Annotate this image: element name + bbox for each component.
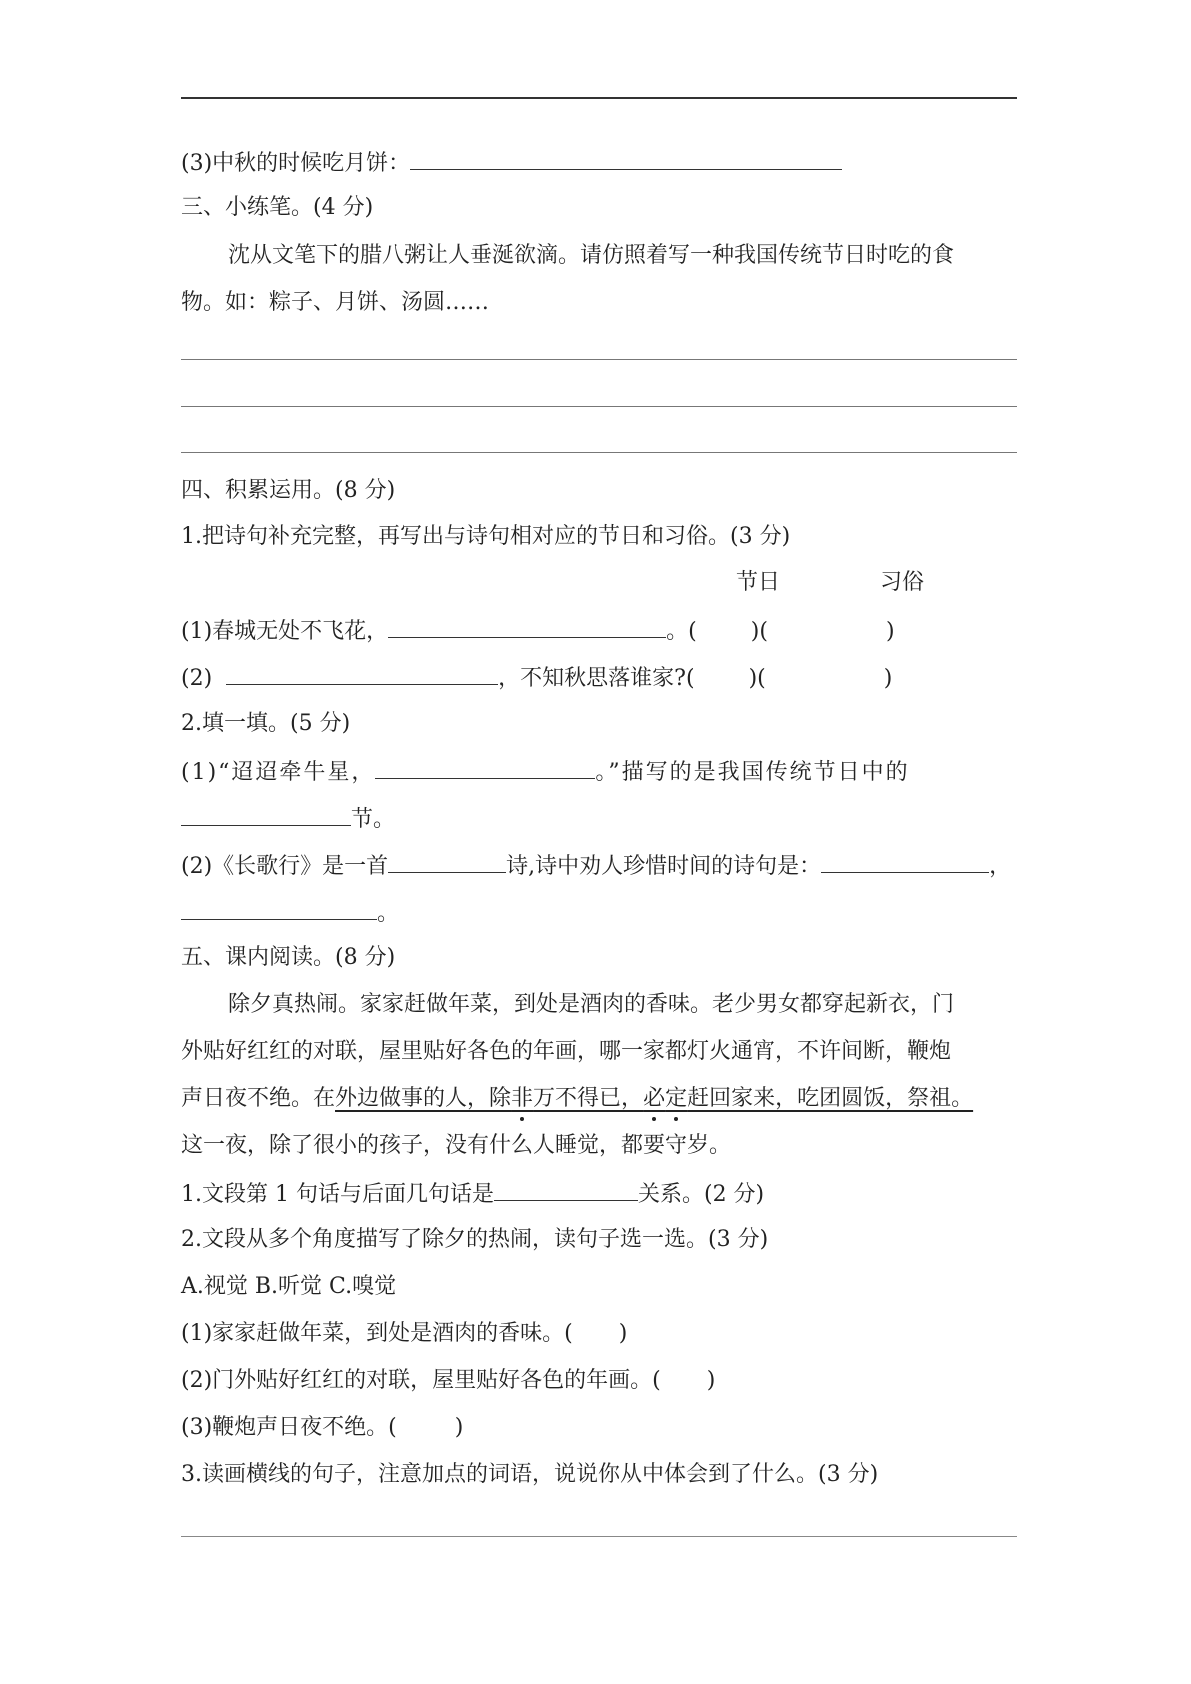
answer-blank[interactable] bbox=[226, 662, 498, 685]
passage-line bbox=[181, 1084, 973, 1114]
question-text: (1)春城无处不飞花， bbox=[181, 619, 389, 644]
paren-mid: )( bbox=[748, 666, 766, 691]
writing-line-2[interactable] bbox=[181, 406, 1017, 407]
paren-close: ) bbox=[706, 1368, 716, 1393]
bottom-rule bbox=[181, 1536, 1017, 1537]
question-text: 诗,诗中劝人珍惜时间的诗句是： bbox=[506, 854, 822, 879]
question-text: 节。 bbox=[351, 807, 396, 832]
question-text: (2)门外贴好红红的对联，屋里贴好各色的年画。( bbox=[181, 1368, 661, 1393]
question-text: ，不知秋思落谁家?( bbox=[498, 666, 695, 691]
paren-open: 。( bbox=[666, 619, 697, 644]
options-text: A.视觉 B.听觉 C.嗅觉 bbox=[181, 1274, 397, 1299]
passage-text: 除夕真热闹。家家赶做年菜，到处是酒肉的香味。老少男女都穿起新衣，门 bbox=[228, 992, 955, 1017]
section-4-title: 四、积累运用。(8 分) bbox=[181, 478, 396, 503]
question-text: (3)中秋的时候吃月饼： bbox=[181, 151, 411, 176]
question-text: 1.文段第 1 句话与后面几句话是 bbox=[181, 1182, 494, 1207]
question-text: (2)《长歌行》是一首 bbox=[181, 854, 389, 879]
underlined-sentence bbox=[335, 1086, 973, 1111]
question-line bbox=[181, 1460, 878, 1490]
question-text: (3)鞭炮声日夜不绝。( bbox=[181, 1415, 397, 1440]
question-text: (1)“迢迢牵牛星， bbox=[181, 760, 376, 785]
underlined-text: 赶回家来，吃团圆饭，祭祖。 bbox=[687, 1086, 974, 1111]
question-line bbox=[181, 522, 790, 552]
answer-blank[interactable] bbox=[181, 897, 377, 920]
question-line bbox=[181, 662, 892, 694]
prompt-text: 物。如：粽子、月饼、汤圆…… bbox=[181, 290, 490, 315]
answer-blank[interactable] bbox=[410, 147, 842, 170]
dotted-char: 非 bbox=[511, 1086, 534, 1111]
section-5-title: 五、课内阅读。(8 分) bbox=[181, 945, 396, 970]
section-title bbox=[181, 943, 395, 973]
passage-text: 声日夜不绝。在 bbox=[181, 1086, 336, 1111]
underlined-text: 外边做事的人，除 bbox=[335, 1086, 512, 1111]
question-line bbox=[181, 1366, 715, 1396]
question-text: 。”描写的是我国传统节日中的 bbox=[595, 760, 910, 785]
column-header-festival: 节日 bbox=[736, 570, 781, 595]
question-text: (2) bbox=[181, 666, 213, 691]
passage-text: 外贴好红红的对联，屋里贴好各色的年画，哪一家都灯火通宵，不许间断，鞭炮 bbox=[181, 1039, 952, 1064]
question-text: (1)家家赶做年菜，到处是酒肉的香味。( bbox=[181, 1321, 573, 1346]
passage-text: 这一夜，除了很小的孩子，没有什么人睡觉，都要守岁。 bbox=[181, 1133, 732, 1158]
question-line bbox=[181, 1178, 764, 1210]
period: 。 bbox=[377, 901, 400, 926]
question-text: 2.填一填。(5 分) bbox=[181, 711, 351, 736]
section-title bbox=[181, 193, 373, 223]
answer-blank[interactable] bbox=[821, 850, 989, 873]
question-line bbox=[181, 1319, 627, 1349]
dotted-char: 必 bbox=[643, 1086, 666, 1111]
paren-close: ) bbox=[618, 1321, 628, 1346]
options-line bbox=[181, 1272, 396, 1302]
question-line bbox=[181, 897, 399, 929]
column-header-custom: 习俗 bbox=[880, 570, 925, 595]
dotted-char: 定 bbox=[665, 1086, 688, 1111]
question-line bbox=[181, 850, 1011, 882]
underlined-text: 万不得已， bbox=[533, 1086, 644, 1111]
comma: ， bbox=[989, 854, 1012, 879]
question-text: 2.文段从多个角度描写了除夕的热闹，读句子选一选。(3 分) bbox=[181, 1227, 769, 1252]
question-line bbox=[181, 1413, 463, 1443]
prompt-line bbox=[181, 288, 489, 318]
answer-blank[interactable] bbox=[388, 615, 666, 638]
question-line bbox=[181, 803, 395, 835]
writing-line-1[interactable] bbox=[181, 359, 1017, 360]
answer-blank[interactable] bbox=[181, 803, 351, 826]
question-text: 关系。(2 分) bbox=[637, 1182, 765, 1207]
top-rule bbox=[181, 97, 1017, 99]
section-title bbox=[181, 476, 395, 506]
answer-blank[interactable] bbox=[494, 1178, 638, 1201]
question-line bbox=[181, 709, 350, 739]
question-line bbox=[181, 756, 910, 788]
paren-close: ) bbox=[885, 619, 895, 644]
answer-blank[interactable] bbox=[388, 850, 506, 873]
paren-mid: )( bbox=[750, 619, 768, 644]
paren-close: ) bbox=[883, 666, 893, 691]
writing-line-3[interactable] bbox=[181, 452, 1017, 453]
passage-line bbox=[228, 990, 954, 1020]
prompt-text: 沈从文笔下的腊八粥让人垂涎欲滴。请仿照着写一种我国传统节日时吃的食 bbox=[228, 243, 955, 268]
paren-close: ) bbox=[454, 1415, 464, 1440]
question-text: 1.把诗句补充完整，再写出与诗句相对应的节日和习俗。(3 分) bbox=[181, 524, 791, 549]
question-line bbox=[181, 615, 895, 647]
question-line bbox=[181, 1225, 768, 1255]
question-text: 3.读画横线的句子，注意加点的词语，说说你从中体会到了什么。(3 分) bbox=[181, 1462, 879, 1487]
answer-blank[interactable] bbox=[375, 756, 595, 779]
prompt-line bbox=[228, 241, 954, 271]
question-line bbox=[181, 147, 842, 179]
passage-line bbox=[181, 1131, 731, 1161]
section-3-title: 三、小练笔。(4 分) bbox=[181, 195, 374, 220]
passage-line bbox=[181, 1037, 951, 1067]
